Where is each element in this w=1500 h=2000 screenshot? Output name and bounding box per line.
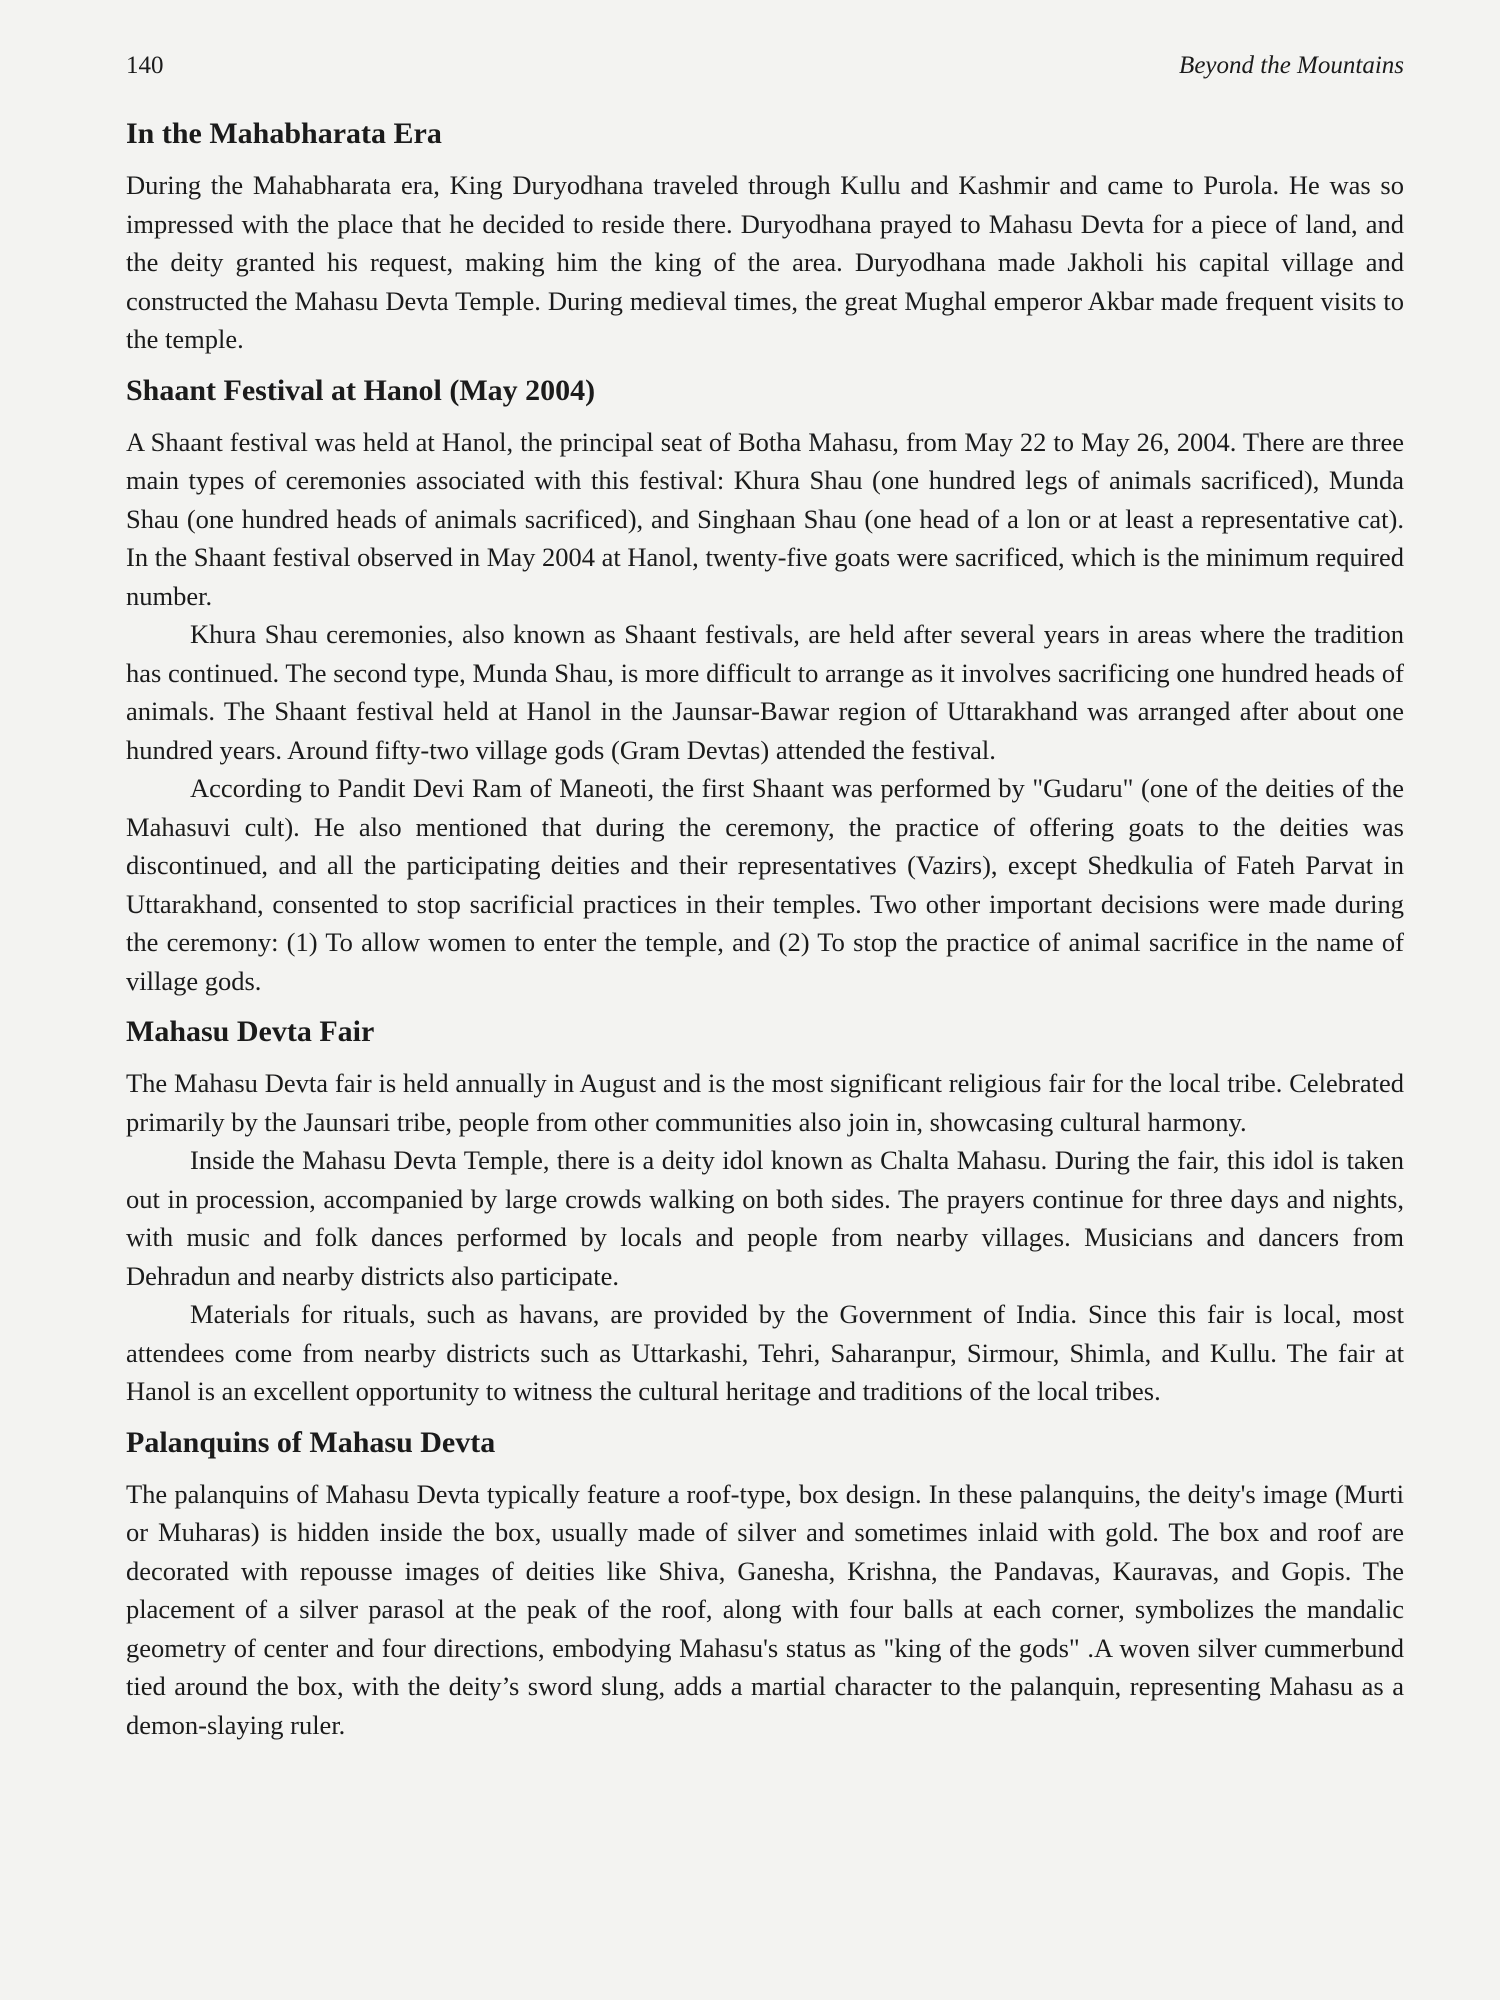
- section-heading: Mahasu Devta Fair: [126, 1015, 375, 1048]
- page-number: 140: [126, 52, 164, 79]
- running-title: Beyond the Mountains: [1179, 52, 1404, 79]
- paragraph: According to Pandit Devi Ram of Maneoti, the first Shaant was performed by "Gudaru" (one of the deities of the Mahasuvi cult). He also mentioned that during the ceremony, the practice of offering goats to the deities was discontinued, and all the participating deities and their representatives (Vazirs), except Shedkulia of Fateh Parvat in Uttarakhand, consented to stop sacrificial practices in their temples. Two other important decisions were made during the ceremony: (1) To allow women to enter the temple, and (2) To stop the practice of animal sacrifice in the name of village gods.: [126, 773, 1404, 996]
- section-heading: Shaant Festival at Hanol (May 2004): [126, 373, 596, 407]
- paragraph: Materials for rituals, such as havans, are provided by the Government of India. Since this fair is local, most attendees come from nearby districts such as Uttarkashi, Tehri, Saharanpur, Sirmour, Shimla, and Kullu. The fair at Hanol is an excellent opportunity to witness the cultural heritage and traditions of the local tribes.: [126, 1299, 1404, 1406]
- paragraph: The palanquins of Mahasu Devta typically feature a roof-type, box design. In these palanquins, the deity's image (Murti or Muharas) is hidden inside the box, usually made of silver and sometimes inlaid with gold. The box and roof are decorated with repousse images of deities like Shiva, Ganesha, Krishna, the Pandavas, Kauravas, and Gopis. The placement of a silver parasol at the peak of the roof, along with four balls at each corner, symbolizes the mandalic geometry of center and four directions, embodying Mahasu's status as "king of the gods" .A woven silver cummerbund tied around the box, with the deity’s sword slung, adds a martial character to the palanquin, representing Mahasu as a demon-slaying ruler.: [126, 1478, 1404, 1740]
- paragraph: The Mahasu Devta fair is held annually in August and is the most significant religious fair for the local tribe. Celebrated primarily by the Jaunsari tribe, people from other communities also join in, showcasing cultural harmony.: [126, 1068, 1404, 1137]
- paragraph: During the Mahabharata era, King Duryodhana traveled through Kullu and Kashmir and came to Purola. He was so impressed with the place that he decided to reside there. Duryodhana prayed to Mahasu Devta for a piece of land, and the deity granted his request, making him the king of the area. Duryodhana made Jakholi his capital village and constructed the Mahasu Devta Temple. During medieval times, the great Mughal emperor Akbar made frequent visits to the temple.: [126, 170, 1404, 354]
- section-palanquins: [126, 1425, 1404, 1745]
- section-shaant-festival: [126, 373, 1404, 1001]
- section-heading: Palanquins of Mahasu Devta: [126, 1425, 496, 1459]
- running-header: [126, 52, 1404, 92]
- section-mahasu-devta-fair: [126, 1014, 1404, 1411]
- paragraph: Inside the Mahasu Devta Temple, there is a deity idol known as Chalta Mahasu. During the fair, this idol is taken out in procession, accompanied by large crowds walking on both sides. The prayers continue for three days and nights, with music and folk dances performed by locals and people from nearby villages. Musicians and dancers from Dehradun and nearby districts also participate.: [126, 1145, 1404, 1291]
- section-mahabharata-era: [126, 116, 1404, 359]
- section-heading: In the Mahabharata Era: [126, 117, 442, 150]
- paragraph: A Shaant festival was held at Hanol, the principal seat of Botha Mahasu, from May 22 to May 26, 2004. There are three main types of ceremonies associated with this festival: Khura Shau (one hundred legs of animals sacrificed), Munda Shau (one hundred heads of animals sacrificed), and Singhaan Shau (one head of a lon or at least a representative cat). In the Shaant festival observed in May 2004 at Hanol, twenty-five goats were sacrificed, which is the minimum required number.: [126, 426, 1404, 611]
- paragraph: Khura Shau ceremonies, also known as Shaant festivals, are held after several years in areas where the tradition has continued. The second type, Munda Shau, is more difficult to arrange as it involves sacrificing one hundred heads of animals. The Shaant festival held at Hanol in the Jaunsar-Bawar region of Uttarakhand was arranged after about one hundred years. Around fifty-two village gods (Gram Devtas) attended the festival.: [126, 619, 1404, 765]
